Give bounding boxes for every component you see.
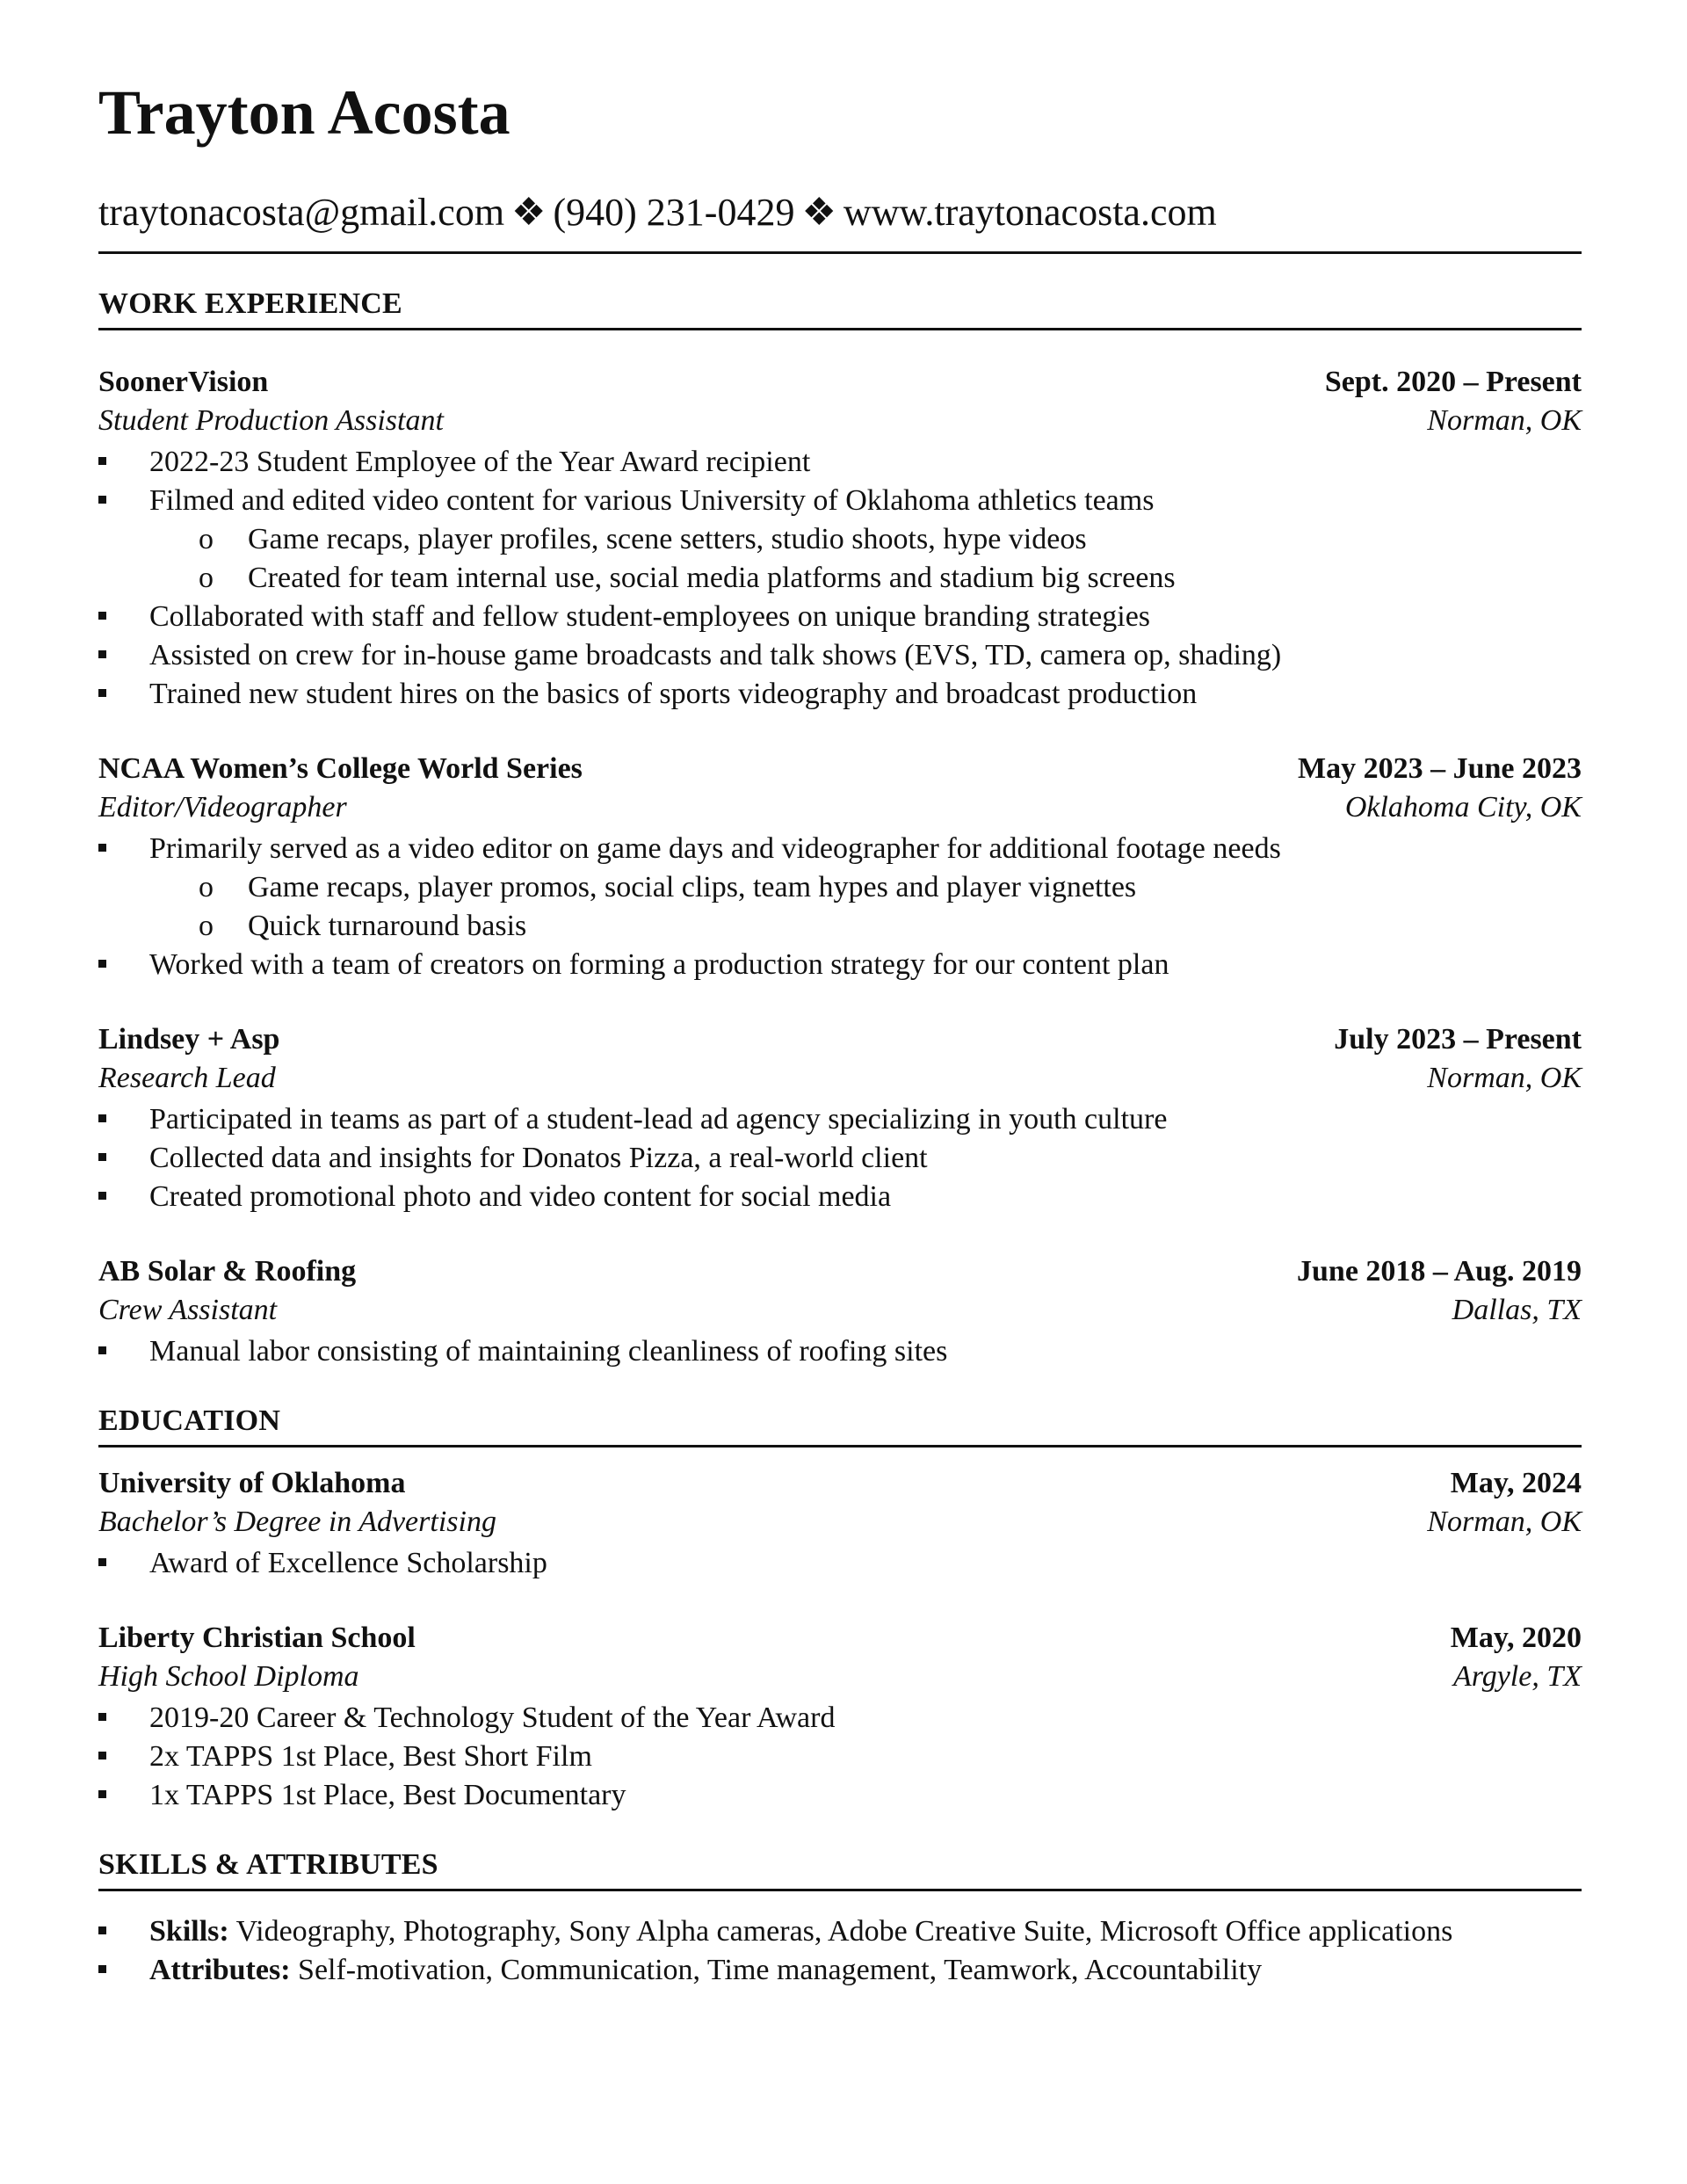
- list-item: Collected data and insights for Donatos Pizza, a real-world client: [98, 1139, 1582, 1178]
- sub-bullet-marker: o: [199, 871, 214, 903]
- bullet-square-icon: [98, 1192, 106, 1200]
- list-item: Worked with a team of creators on forming a production strategy for our content plan: [98, 946, 1582, 984]
- list-item: 2x TAPPS 1st Place, Best Short Film: [98, 1738, 1582, 1776]
- graduation-date: May, 2020: [1450, 1622, 1582, 1654]
- bullet-square-icon: [98, 689, 106, 697]
- degree-title: Bachelor’s Degree in Advertising: [98, 1506, 496, 1538]
- list-item: 2022-23 Student Employee of the Year Award recipient: [98, 443, 1582, 482]
- separator-icon: ❖: [801, 191, 836, 234]
- employment-dates: Sept. 2020 – Present: [1324, 366, 1582, 398]
- list-item: Award of Excellence Scholarship: [98, 1544, 1582, 1583]
- bullet-square-icon: [98, 1752, 106, 1760]
- bullet-list: [98, 1332, 1582, 1371]
- sub-bullet-list: [98, 520, 1582, 598]
- bullet-list: [98, 1699, 1582, 1815]
- bullet-square-icon: [98, 1153, 106, 1161]
- sub-list-item: o Created for team internal use, social media platforms and stadium big screens: [98, 559, 1582, 598]
- school-location: Argyle, TX: [1452, 1660, 1582, 1693]
- school-location: Norman, OK: [1427, 1506, 1582, 1538]
- skills-text: Videography, Photography, Sony Alpha cameras, Adobe Creative Suite, Microsoft Office applications: [228, 1915, 1453, 1948]
- bullet-square-icon: [98, 612, 106, 620]
- list-item: Created promotional photo and video content for social media: [98, 1178, 1582, 1216]
- bullet-square-icon: [98, 457, 106, 465]
- list-item: 1x TAPPS 1st Place, Best Documentary: [98, 1776, 1582, 1815]
- bullet-square-icon: [98, 1965, 106, 1973]
- job-title: Editor/Videographer: [98, 791, 347, 824]
- email-address: traytonacosta@gmail.com: [98, 191, 505, 234]
- bullet-square-icon: [98, 1713, 106, 1721]
- skills-section: [98, 1850, 1582, 1990]
- sub-bullet-marker: o: [199, 562, 214, 594]
- attributes-text: Self-motivation, Communication, Time management, Teamwork, Accountability: [290, 1954, 1263, 1986]
- list-item: Assisted on crew for in-house game broadcasts and talk shows (EVS, TD, camera op, shading): [98, 636, 1582, 675]
- skills-item: [98, 1912, 1582, 1951]
- degree-title: High School Diploma: [98, 1660, 359, 1693]
- header-divider: [98, 251, 1582, 254]
- bullet-list: [98, 1912, 1582, 1990]
- employment-dates: May 2023 – June 2023: [1298, 752, 1582, 785]
- work-entry: [98, 1023, 1582, 1216]
- education-entry: [98, 1467, 1582, 1583]
- sub-bullet-marker: o: [199, 910, 214, 942]
- section-divider: [98, 1445, 1582, 1448]
- list-item: 2019-20 Career & Technology Student of the Year Award: [98, 1699, 1582, 1738]
- section-divider: [98, 1889, 1582, 1891]
- bullet-list: [98, 1544, 1582, 1583]
- bullet-list: [98, 1100, 1582, 1216]
- contact-line: [98, 193, 1582, 232]
- attributes-label: Attributes:: [149, 1954, 291, 1986]
- bullet-square-icon: [98, 960, 106, 968]
- work-entry: [98, 752, 1582, 984]
- job-title: Research Lead: [98, 1062, 276, 1094]
- work-entry: [98, 366, 1582, 714]
- job-location: Oklahoma City, OK: [1344, 791, 1582, 824]
- school-name: University of Oklahoma: [98, 1467, 406, 1499]
- list-item: Primarily served as a video editor on game days and videographer for additional footage needs: [98, 830, 1582, 868]
- bullet-square-icon: [98, 844, 106, 852]
- school-name: Liberty Christian School: [98, 1622, 416, 1654]
- list-item: Filmed and edited video content for various University of Oklahoma athletics teams: [98, 482, 1582, 520]
- job-title: Crew Assistant: [98, 1294, 278, 1326]
- employment-dates: July 2023 – Present: [1334, 1023, 1582, 1056]
- bullet-square-icon: [98, 496, 106, 504]
- candidate-name: Trayton Acosta: [98, 77, 510, 148]
- bullet-square-icon: [98, 1558, 106, 1566]
- education-section: [98, 1406, 1582, 1815]
- section-title-education: EDUCATION: [98, 1404, 281, 1437]
- list-item: Participated in teams as part of a student-lead ad agency specializing in youth culture: [98, 1100, 1582, 1139]
- work-experience-section: [98, 289, 1582, 1371]
- employment-dates: June 2018 – Aug. 2019: [1297, 1255, 1582, 1288]
- employer-name: SoonerVision: [98, 366, 269, 398]
- separator-icon: ❖: [511, 191, 547, 234]
- section-title-work: WORK EXPERIENCE: [98, 287, 402, 320]
- website-url: www.traytonacosta.com: [843, 191, 1217, 234]
- bullet-list: [98, 830, 1582, 868]
- resume-page: [98, 77, 1582, 1990]
- list-item: Trained new student hires on the basics of sports videography and broadcast production: [98, 675, 1582, 714]
- job-location: Norman, OK: [1427, 1062, 1582, 1094]
- job-title: Student Production Assistant: [98, 404, 444, 437]
- employer-name: AB Solar & Roofing: [98, 1255, 357, 1288]
- section-divider: [98, 328, 1582, 330]
- list-item: Manual labor consisting of maintaining cleanliness of roofing sites: [98, 1332, 1582, 1371]
- job-location: Dallas, TX: [1452, 1294, 1582, 1326]
- sub-list-item: o Game recaps, player profiles, scene setters, studio shoots, hype videos: [98, 520, 1582, 559]
- section-title-skills: SKILLS & ATTRIBUTES: [98, 1848, 438, 1881]
- employer-name: NCAA Women’s College World Series: [98, 752, 583, 785]
- job-location: Norman, OK: [1427, 404, 1582, 437]
- bullet-square-icon: [98, 650, 106, 658]
- bullet-list: [98, 443, 1582, 520]
- bullet-list: [98, 946, 1582, 984]
- sub-list-item: o Game recaps, player promos, social clips, team hypes and player vignettes: [98, 868, 1582, 907]
- bullet-square-icon: [98, 1114, 106, 1122]
- graduation-date: May, 2024: [1450, 1467, 1582, 1499]
- attributes-item: [98, 1951, 1582, 1990]
- bullet-square-icon: [98, 1346, 106, 1354]
- list-item: Collaborated with staff and fellow student-employees on unique branding strategies: [98, 598, 1582, 636]
- employer-name: Lindsey + Asp: [98, 1023, 280, 1056]
- education-entry: [98, 1622, 1582, 1815]
- skills-label: Skills:: [149, 1915, 229, 1948]
- bullet-square-icon: [98, 1790, 106, 1798]
- bullet-square-icon: [98, 1926, 106, 1934]
- work-entry: [98, 1255, 1582, 1371]
- bullet-list: [98, 598, 1582, 714]
- sub-list-item: o Quick turnaround basis: [98, 907, 1582, 946]
- sub-bullet-list: [98, 868, 1582, 946]
- sub-bullet-marker: o: [199, 523, 214, 555]
- phone-number: (940) 231-0429: [553, 191, 795, 234]
